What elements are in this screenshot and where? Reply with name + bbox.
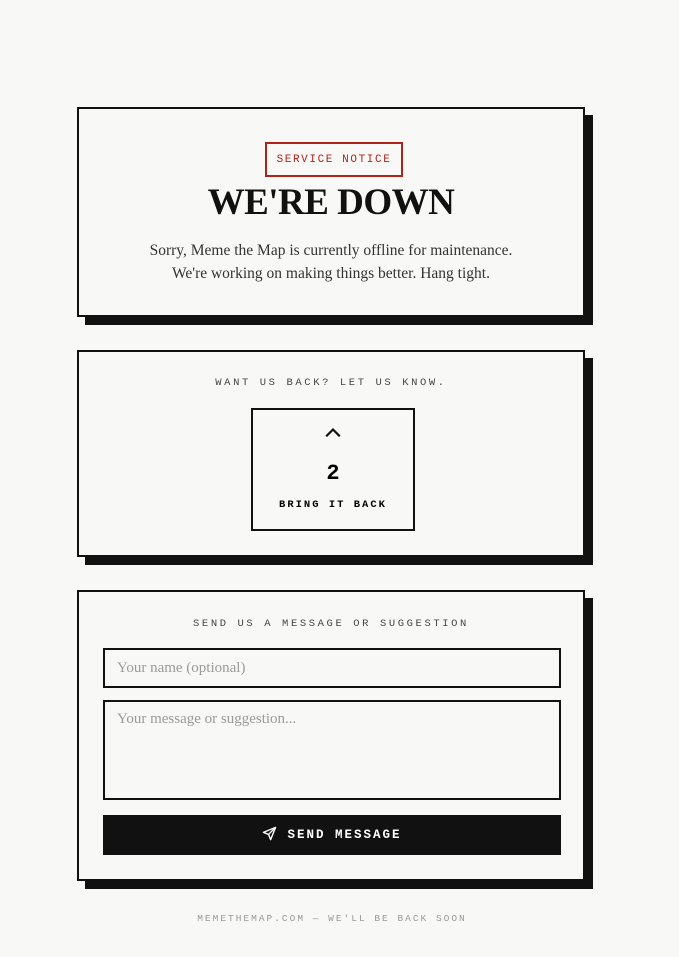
maintenance-notice-card <box>77 107 585 317</box>
footer-text: MEMETHEMAP.COM — WE'LL BE BACK SOON <box>197 913 467 924</box>
vote-section-label: WANT US BACK? LET US KNOW. <box>215 377 447 389</box>
vote-count: 2 <box>326 461 340 486</box>
send-icon <box>262 826 277 844</box>
chevron-up-icon <box>253 427 413 437</box>
send-message-button[interactable] <box>103 815 561 855</box>
service-notice-badge: SERVICE NOTICE <box>265 142 403 177</box>
maintenance-description <box>79 239 583 285</box>
page-title: WE'RE DOWN <box>207 182 455 223</box>
message-section-label: SEND US A MESSAGE OR SUGGESTION <box>193 618 469 630</box>
message-textarea[interactable] <box>103 700 561 800</box>
send-button-label: SEND MESSAGE <box>287 828 402 842</box>
name-input[interactable] <box>103 648 561 688</box>
vote-card <box>77 350 585 557</box>
vote-button-label: BRING IT BACK <box>279 499 387 511</box>
description-line-1: Sorry, Meme the Map is currently offline for maintenance. <box>149 242 513 259</box>
bring-it-back-button[interactable] <box>251 408 415 531</box>
description-line-2: We're working on making things better. Hang tight. <box>172 265 490 282</box>
message-card <box>77 590 585 881</box>
